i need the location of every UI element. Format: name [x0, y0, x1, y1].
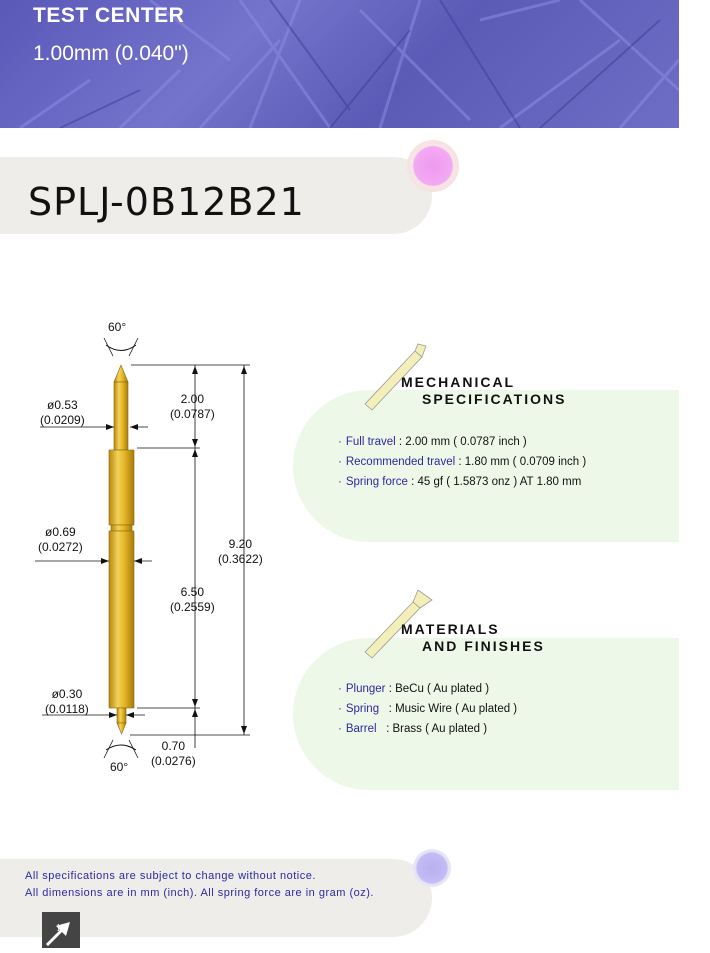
material-plunger — [338, 679, 517, 699]
len-bottom-mm: 0.70 — [161, 739, 186, 753]
mechanical-heading-1: MECHANICAL — [401, 374, 516, 390]
spec-recommended-travel — [338, 452, 586, 472]
materials-heading-1: MATERIALS — [401, 621, 500, 637]
spec-key: Spring — [345, 703, 380, 715]
len-tip-mm: 2.00 — [180, 392, 205, 406]
plunger-upper — [114, 382, 128, 450]
plunger-tip — [114, 365, 128, 382]
spec-full-travel — [338, 432, 586, 452]
spec-value: : Music Wire ( Au plated ) — [379, 703, 518, 715]
pink-circle-decoration — [407, 140, 459, 192]
barrel-lower — [109, 531, 134, 708]
spec-value: : 2.00 mm ( 0.0787 inch ) — [398, 436, 527, 448]
bullet-icon: · — [338, 456, 342, 468]
plunger-lower — [117, 708, 126, 723]
dia-bottom-in: (0.0118) — [45, 702, 89, 716]
dia-barrel-label — [38, 525, 83, 555]
page-number: 12 — [56, 923, 66, 934]
barrel-crimp — [111, 525, 132, 531]
bullet-icon: · — [338, 723, 342, 735]
header-title: TEST CENTER — [33, 4, 185, 27]
spec-key: Plunger — [345, 683, 386, 695]
len-total-label — [218, 537, 263, 567]
dia-barrel-mm: ø0.69 — [45, 525, 76, 539]
spec-value: : 1.80 mm ( 0.0709 inch ) — [458, 456, 587, 468]
spec-key: Spring force — [345, 476, 408, 488]
len-barrel-in: (0.2559) — [170, 600, 215, 614]
mechanical-spec-list — [338, 432, 586, 492]
barrel-upper — [109, 450, 134, 525]
footer-notice: All specifications are subject to change without notice. — [25, 870, 316, 882]
bullet-icon: · — [338, 436, 342, 448]
dia-barrel-in: (0.0272) — [38, 540, 83, 554]
plunger-bottom-tip — [117, 723, 126, 734]
dia-bottom-label — [45, 687, 89, 717]
top-angle-arc — [106, 345, 136, 351]
len-tip-label — [170, 392, 215, 422]
len-barrel-mm: 6.50 — [180, 585, 205, 599]
len-total-mm: 9.20 — [228, 537, 253, 551]
spec-key: Recommended travel — [345, 456, 456, 468]
len-tip-in: (0.0787) — [170, 407, 215, 421]
blue-circle-decoration — [413, 849, 451, 887]
spec-value: : BeCu ( Au plated ) — [388, 683, 490, 695]
spec-value: : Brass ( Au plated ) — [376, 723, 488, 735]
len-barrel-label — [170, 585, 215, 615]
spec-key: Barrel — [345, 723, 377, 735]
header-subtitle: 1.00mm (0.040") — [33, 42, 189, 65]
spec-key: Full travel — [345, 436, 396, 448]
materials-spec-list — [338, 679, 517, 739]
spec-value: : 45 gf ( 1.5873 onz ) AT 1.80 mm — [411, 476, 582, 488]
bullet-icon: · — [338, 703, 342, 715]
dia-tip-in: (0.0209) — [40, 413, 85, 427]
material-barrel — [338, 719, 517, 739]
len-bottom-in: (0.0276) — [151, 754, 196, 768]
len-total-in: (0.3622) — [218, 552, 263, 566]
angle-top-label: 60° — [108, 320, 127, 334]
footer-units: All dimensions are in mm (inch). All spring force are in gram (oz). — [25, 887, 374, 899]
mechanical-heading-2: SPECIFICATIONS — [422, 391, 567, 407]
materials-heading-2: AND FINISHES — [422, 638, 545, 654]
angle-bottom-label: 60° — [110, 760, 129, 774]
dia-tip-mm: ø0.53 — [47, 398, 78, 412]
header-banner — [0, 0, 679, 128]
len-bottom-label — [151, 739, 196, 769]
bullet-icon: · — [338, 476, 342, 488]
dia-bottom-mm: ø0.30 — [51, 687, 83, 701]
spec-spring-force — [338, 472, 586, 492]
part-number: SPLJ-0B12B21 — [28, 180, 305, 224]
dia-tip-label — [40, 398, 85, 428]
bullet-icon: · — [338, 683, 342, 695]
material-spring — [338, 699, 517, 719]
